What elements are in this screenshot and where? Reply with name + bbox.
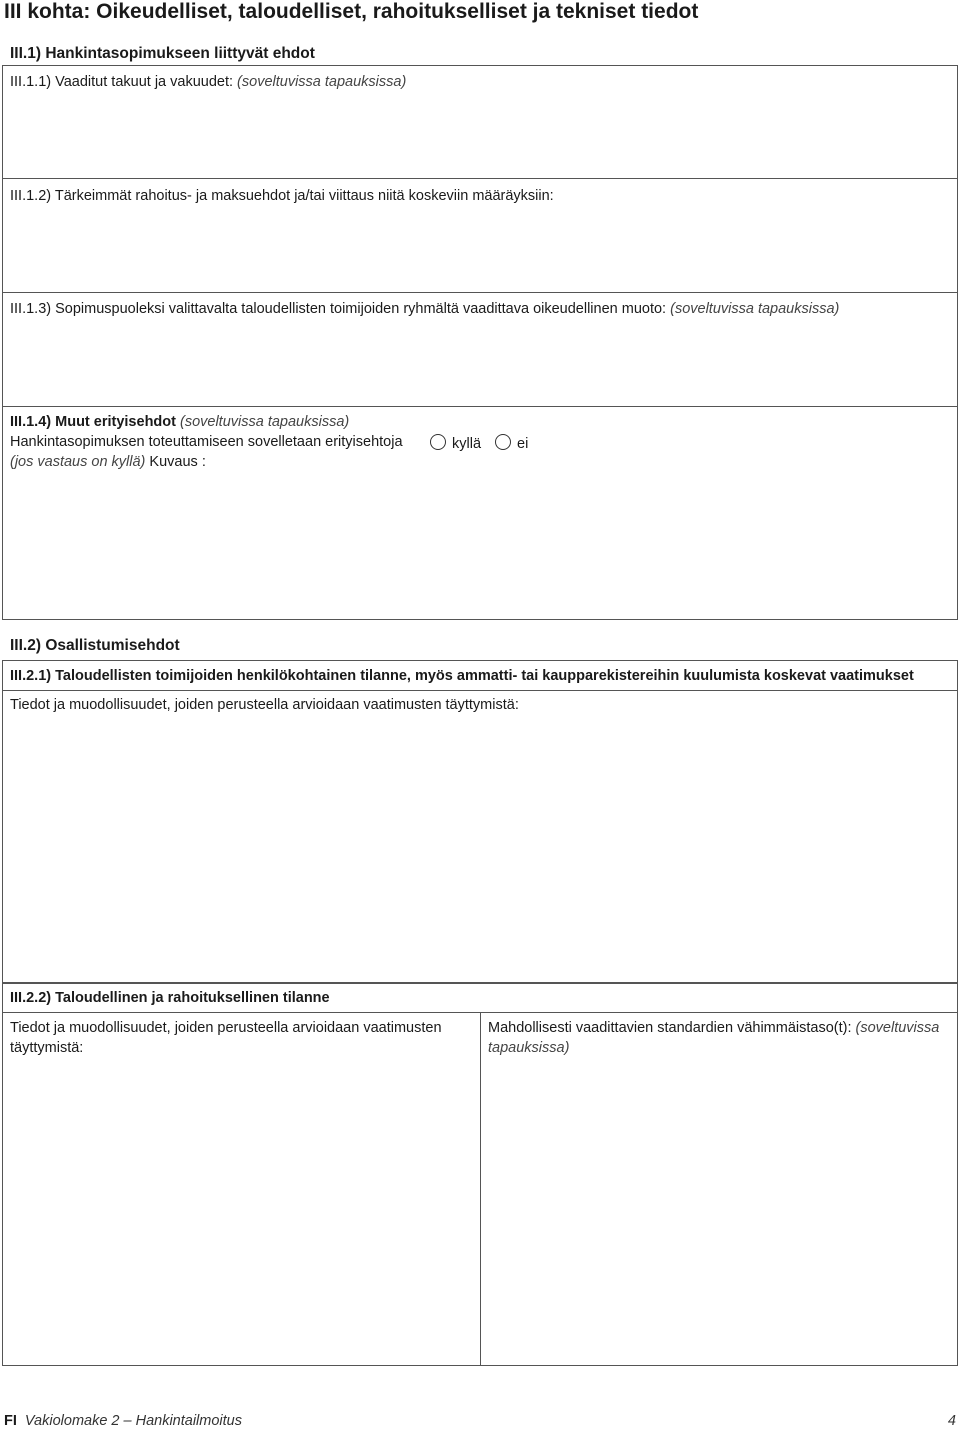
radio-circle-icon [430,434,446,450]
field-guarantees-hint: (soveltuvissa tapauksissa) [237,74,407,90]
divider [2,292,958,293]
footer-language: FI [4,1413,17,1429]
footer [4,1413,242,1429]
field-legal-form[interactable] [10,301,839,317]
minimum-standards-hint-1: (soveltuvissa [855,1020,940,1036]
column-divider [480,1012,481,1366]
field-legal-form-hint: (soveltuvissa tapauksissa) [670,301,840,317]
minimum-standards-label: Mahdollisesti vaadittavien standardien vähimmäistaso(t): [488,1020,852,1036]
field-guarantees-label: III.1.1) Vaaditut takuut ja vakuudet: [10,74,234,90]
section-title: III kohta: Oikeudelliset, taloudelliset, rahoitukselliset ja tekniset tiedot [4,0,699,23]
divider [2,690,958,691]
divider [2,178,958,179]
footer-form-name: Vakiolomake 2 – Hankintailmoitus [24,1413,242,1429]
financial-standing-label: III.2.2) Taloudellinen ja rahoituksellinen tilanne [10,990,330,1006]
page-number: 4 [947,1413,956,1429]
radio-no[interactable] [495,436,528,452]
field-legal-form-label: III.1.3) Sopimuspuoleksi valittavalta taloudellisten toimijoiden ryhmältä vaadittava oikeudellinen muoto: [10,301,667,317]
field-special-conditions-label: III.1.4) Muut erityisehdot [10,414,176,430]
personal-situation-field-label: Tiedot ja muodollisuudet, joiden perusteella arvioidaan vaatimusten täyttymistä: [10,697,519,713]
field-special-conditions [10,414,349,430]
minimum-standards-field[interactable] [488,1018,952,1058]
radio-yes-label: kyllä [452,436,482,452]
description-label: Kuvaus : [149,454,206,470]
field-financing-terms-label: III.1.2) Tärkeimmät rahoitus- ja maksuehdot ja/tai viittaus niitä koskeviin määräyksiin: [10,188,554,204]
section-heading-iii-1: III.1) Hankintasopimukseen liittyvät ehdot [10,45,315,62]
special-conditions-question: Hankintasopimuksen toteuttamiseen sovelletaan erityisehtoja [10,434,403,450]
conditions-frame [2,65,958,620]
radio-no-label: ei [517,436,529,452]
field-special-conditions-hint: (soveltuvissa tapauksissa) [180,414,350,430]
section-heading-iii-2: III.2) Osallistumisehdot [10,637,180,654]
financial-info-field[interactable] [10,1018,470,1058]
financial-info-line-1: Tiedot ja muodollisuudet, joiden perusteella arvioidaan vaatimusten [10,1020,442,1036]
special-conditions-options [430,434,538,452]
radio-yes[interactable] [430,436,481,452]
personal-situation-label: III.2.1) Taloudellisten toimijoiden henkilökohtainen tilanne, myös ammatti- tai kaupparekistereihin kuulumista koskevat vaatimukset [10,668,914,684]
special-conditions-description[interactable] [10,454,206,470]
field-guarantees[interactable] [10,74,406,90]
personal-situation-field[interactable] [10,697,519,713]
minimum-standards-hint-2: tapauksissa) [488,1040,570,1056]
divider [2,406,958,407]
field-financing-terms[interactable] [10,188,554,204]
radio-circle-icon [495,434,511,450]
financial-info-line-2: täyttymistä: [10,1040,84,1056]
description-hint: (jos vastaus on kyllä) [10,454,146,470]
